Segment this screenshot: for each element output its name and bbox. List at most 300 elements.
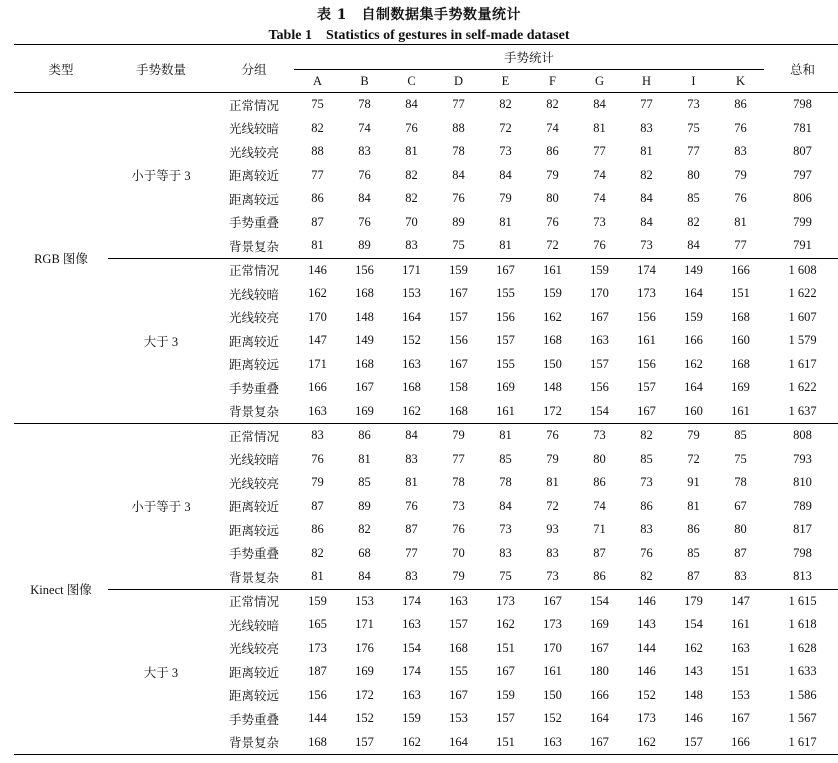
header-gesture-i: I <box>670 70 717 93</box>
cell-value-b: 156 <box>341 258 388 282</box>
group-label: 光线较亮 <box>228 642 279 657</box>
cell-value-d: 78 <box>452 144 465 159</box>
cell-value-g: 156 <box>590 380 609 395</box>
cell-value-d: 79 <box>452 569 465 584</box>
cell-value-d: 163 <box>435 589 482 613</box>
cell-total: 1 579 <box>788 333 817 348</box>
cell-value-c: 83 <box>405 451 418 466</box>
cell-value-c: 81 <box>405 475 418 490</box>
cell-value-c: 174 <box>388 589 435 613</box>
cell-value-a: 159 <box>294 589 341 613</box>
cell-value-i: 146 <box>684 711 703 726</box>
cell-value-e: 167 <box>496 664 515 679</box>
cell-value-c: 81 <box>405 144 418 159</box>
cell-value-d: 168 <box>449 403 468 418</box>
cell-value-f: 159 <box>543 286 562 301</box>
cell-value-e: 161 <box>496 403 515 418</box>
cell-value-b: 171 <box>355 617 374 632</box>
cell-total: 813 <box>793 569 812 584</box>
cell-value-f: 83 <box>546 545 559 560</box>
cell-value-k: 76 <box>734 191 747 206</box>
cell-value-a: 171 <box>308 356 327 371</box>
cell-value-b: 168 <box>355 286 374 301</box>
cell-value-e: 159 <box>496 687 515 702</box>
cell-value-h: 156 <box>637 309 656 324</box>
cell-value-d: 76 <box>452 191 465 206</box>
cell-value-h: 83 <box>640 522 653 537</box>
cell-value-d: 78 <box>452 475 465 490</box>
cell-value-e: 157 <box>496 333 515 348</box>
cell-value-b: 68 <box>358 545 371 560</box>
cell-value-f: 172 <box>543 403 562 418</box>
cell-value-k: 151 <box>731 664 750 679</box>
cell-value-h: 146 <box>623 589 670 613</box>
cell-value-f: 76 <box>529 424 576 448</box>
cell-value-a: 77 <box>311 167 324 182</box>
cell-value-c: 168 <box>402 380 421 395</box>
cell-value-f: 170 <box>543 640 562 655</box>
cell-value-f: 72 <box>546 238 559 253</box>
cell-total: 1 607 <box>788 309 817 324</box>
cell-value-k: 168 <box>731 356 750 371</box>
header-gesture-a: A <box>294 70 341 93</box>
cell-value-c: 174 <box>402 664 421 679</box>
cell-value-c: 163 <box>402 617 421 632</box>
cell-value-h: 82 <box>640 167 653 182</box>
group-label: 光线较暗 <box>228 618 279 633</box>
group-label: 背景复杂 <box>228 405 279 420</box>
cell-value-c: 171 <box>388 258 435 282</box>
cell-value-b: 86 <box>341 424 388 448</box>
type-label: RGB 图像 <box>34 252 88 266</box>
cell-value-e: 167 <box>482 258 529 282</box>
cell-value-e: 79 <box>499 191 512 206</box>
cell-total: 1 633 <box>788 664 817 679</box>
cell-value-h: 157 <box>637 380 656 395</box>
cell-value-h: 173 <box>637 286 656 301</box>
cell-value-h: 82 <box>623 424 670 448</box>
cell-value-d: 79 <box>435 424 482 448</box>
group-label: 手势重叠 <box>228 712 279 727</box>
cell-value-k: 153 <box>731 687 750 702</box>
group-label: 距离较近 <box>228 665 279 680</box>
cell-value-i: 160 <box>684 403 703 418</box>
cell-value-f: 161 <box>543 664 562 679</box>
cell-value-i: 148 <box>684 687 703 702</box>
table-row <box>14 589 838 613</box>
cell-value-b: 172 <box>355 687 374 702</box>
cell-value-d: 153 <box>449 711 468 726</box>
cell-total: 807 <box>793 144 812 159</box>
cell-value-g: 159 <box>576 258 623 282</box>
cell-value-b: 176 <box>355 640 374 655</box>
header-gesture-d: D <box>435 70 482 93</box>
group-label: 背景复杂 <box>228 570 279 585</box>
cell-value-i: 85 <box>687 545 700 560</box>
cell-value-g: 164 <box>590 711 609 726</box>
cell-total: 791 <box>793 238 812 253</box>
cell-value-i: 82 <box>687 214 700 229</box>
cell-value-a: 173 <box>308 640 327 655</box>
cell-value-i: 164 <box>684 380 703 395</box>
group-label: 光线较暗 <box>228 287 279 302</box>
cell-value-a: 168 <box>294 731 341 755</box>
cell-value-k: 79 <box>734 167 747 182</box>
cell-value-g: 74 <box>593 167 606 182</box>
cell-total: 1 608 <box>764 258 838 282</box>
cell-total: 1 617 <box>764 731 838 755</box>
cell-value-h: 174 <box>623 258 670 282</box>
cell-value-a: 82 <box>311 545 324 560</box>
cell-value-i: 77 <box>687 144 700 159</box>
cell-value-a: 79 <box>311 475 324 490</box>
cell-value-h: 86 <box>640 498 653 513</box>
cell-total: 1 622 <box>788 286 817 301</box>
cell-value-a: 146 <box>294 258 341 282</box>
cell-value-b: 149 <box>355 333 374 348</box>
cell-value-c: 83 <box>405 569 418 584</box>
cell-total: 817 <box>793 522 812 537</box>
header-gesture-g: G <box>576 70 623 93</box>
cell-value-i: 91 <box>687 475 700 490</box>
cell-value-c: 87 <box>405 522 418 537</box>
cell-value-g: 74 <box>593 498 606 513</box>
table-row <box>14 93 838 117</box>
cell-value-h: 84 <box>640 214 653 229</box>
cell-value-i: 179 <box>670 589 717 613</box>
cell-value-i: 149 <box>670 258 717 282</box>
cell-value-e: 155 <box>496 356 515 371</box>
cell-value-b: 157 <box>341 731 388 755</box>
cell-value-e: 82 <box>499 97 512 112</box>
cell-value-a: 81 <box>311 569 324 584</box>
cell-value-g: 154 <box>590 403 609 418</box>
cell-value-c: 154 <box>402 640 421 655</box>
cell-value-a: 163 <box>308 403 327 418</box>
cell-value-i: 79 <box>670 424 717 448</box>
cell-value-d: 76 <box>452 522 465 537</box>
cell-total: 810 <box>793 475 812 490</box>
cell-value-d: 168 <box>449 640 468 655</box>
cell-value-g: 71 <box>593 522 606 537</box>
cell-value-a: 187 <box>308 664 327 679</box>
cell-value-a: 81 <box>311 238 324 253</box>
cell-value-k: 161 <box>731 403 750 418</box>
cell-value-f: 81 <box>546 475 559 490</box>
cell-value-i: 162 <box>684 356 703 371</box>
cell-value-k: 75 <box>734 451 747 466</box>
group-label: 距离较近 <box>228 334 279 349</box>
cell-value-g: 170 <box>590 286 609 301</box>
cell-total: 1 617 <box>788 356 817 371</box>
cell-value-b: 76 <box>358 214 371 229</box>
cell-value-d: 158 <box>449 380 468 395</box>
cell-value-h: 76 <box>640 545 653 560</box>
cell-value-e: 173 <box>482 589 529 613</box>
cell-value-k: 83 <box>734 144 747 159</box>
cell-value-b: 169 <box>355 664 374 679</box>
cell-value-g: 167 <box>590 640 609 655</box>
cell-value-b: 89 <box>358 498 371 513</box>
cell-value-b: 148 <box>355 309 374 324</box>
cell-value-c: 83 <box>405 238 418 253</box>
cell-value-i: 80 <box>687 167 700 182</box>
cell-value-d: 77 <box>452 97 465 112</box>
cell-value-a: 86 <box>311 191 324 206</box>
cell-value-e: 72 <box>499 120 512 135</box>
cell-value-f: 173 <box>543 617 562 632</box>
cell-value-d: 156 <box>449 333 468 348</box>
cell-total: 789 <box>793 498 812 513</box>
cell-value-h: 167 <box>637 403 656 418</box>
cell-value-a: 87 <box>311 214 324 229</box>
header-gesture-h: H <box>623 70 670 93</box>
cell-value-h: 77 <box>640 97 653 112</box>
cell-value-h: 162 <box>623 731 670 755</box>
cell-value-g: 76 <box>593 238 606 253</box>
cell-value-k: 78 <box>734 475 747 490</box>
cell-value-d: 88 <box>452 120 465 135</box>
cell-value-k: 166 <box>717 731 764 755</box>
cell-value-f: 161 <box>529 258 576 282</box>
cell-value-f: 73 <box>546 569 559 584</box>
cell-total: 798 <box>793 97 812 112</box>
cell-value-k: 166 <box>717 258 764 282</box>
cell-value-g: 166 <box>590 687 609 702</box>
cell-value-g: 154 <box>576 589 623 613</box>
header-count: 手势数量 <box>108 45 214 93</box>
cell-value-e: 156 <box>496 309 515 324</box>
cell-value-k: 169 <box>731 380 750 395</box>
cell-value-i: 81 <box>687 498 700 513</box>
group-label: 光线较暗 <box>228 122 279 137</box>
group-label: 距离较远 <box>228 689 279 704</box>
cell-value-d: 73 <box>452 498 465 513</box>
group-label: 光线较亮 <box>228 311 279 326</box>
cell-value-c: 76 <box>405 498 418 513</box>
header-gesture-stats: 手势统计 <box>294 45 764 70</box>
cell-value-g: 84 <box>593 97 606 112</box>
cell-value-h: 144 <box>637 640 656 655</box>
cell-total: 1 628 <box>788 640 817 655</box>
cell-value-b: 81 <box>358 451 371 466</box>
cell-total: 1 567 <box>788 711 817 726</box>
cell-value-f: 74 <box>546 120 559 135</box>
cell-value-c: 163 <box>402 687 421 702</box>
cell-value-f: 79 <box>546 451 559 466</box>
group-label: 手势重叠 <box>228 216 279 231</box>
cell-value-g: 180 <box>590 664 609 679</box>
cell-value-d: 167 <box>449 356 468 371</box>
cell-value-h: 161 <box>637 333 656 348</box>
header-group: 分组 <box>214 45 294 93</box>
cell-value-f: 162 <box>543 309 562 324</box>
group-label: 正常情况 <box>214 424 294 448</box>
cell-value-a: 147 <box>308 333 327 348</box>
cell-value-d: 157 <box>449 309 468 324</box>
cell-value-c: 76 <box>405 120 418 135</box>
cell-value-b: 82 <box>358 522 371 537</box>
cell-value-g: 157 <box>590 356 609 371</box>
cell-value-g: 74 <box>593 191 606 206</box>
cell-value-f: 152 <box>543 711 562 726</box>
cell-value-i: 157 <box>670 731 717 755</box>
cell-value-h: 156 <box>637 356 656 371</box>
cell-value-e: 75 <box>499 569 512 584</box>
cell-value-h: 73 <box>640 238 653 253</box>
cell-value-e: 83 <box>499 545 512 560</box>
cell-value-f: 72 <box>546 498 559 513</box>
group-label: 背景复杂 <box>228 239 279 254</box>
cell-value-a: 165 <box>308 617 327 632</box>
cell-value-a: 162 <box>308 286 327 301</box>
cell-value-h: 143 <box>637 617 656 632</box>
cell-value-h: 84 <box>640 191 653 206</box>
cell-value-e: 155 <box>496 286 515 301</box>
cell-value-e: 151 <box>496 640 515 655</box>
cell-value-k: 83 <box>734 569 747 584</box>
group-label: 手势重叠 <box>228 381 279 396</box>
cell-value-k: 161 <box>731 617 750 632</box>
table-row <box>14 258 838 282</box>
cell-value-c: 152 <box>402 333 421 348</box>
cell-value-k: 85 <box>717 424 764 448</box>
cell-value-e: 169 <box>496 380 515 395</box>
cell-value-c: 82 <box>405 167 418 182</box>
cell-total: 1 622 <box>788 380 817 395</box>
cell-value-a: 144 <box>308 711 327 726</box>
count-label: 小于等于 3 <box>108 424 214 590</box>
cell-total: 793 <box>793 451 812 466</box>
cell-value-a: 76 <box>311 451 324 466</box>
cell-value-f: 76 <box>546 214 559 229</box>
cell-value-a: 75 <box>311 97 324 112</box>
cell-value-k: 160 <box>731 333 750 348</box>
cell-value-e: 81 <box>499 214 512 229</box>
cell-value-d: 155 <box>449 664 468 679</box>
table-caption-en: Table 1 Statistics of gestures in self-made dataset <box>268 28 570 43</box>
cell-value-h: 82 <box>640 569 653 584</box>
cell-value-c: 84 <box>405 97 418 112</box>
group-label: 距离较远 <box>228 358 279 373</box>
count-label: 大于 3 <box>108 589 214 755</box>
cell-value-b: 169 <box>355 403 374 418</box>
cell-value-g: 77 <box>593 144 606 159</box>
table-row <box>14 424 838 448</box>
type-label: Kinect 图像 <box>14 424 108 755</box>
cell-value-i: 154 <box>684 617 703 632</box>
group-label: 背景复杂 <box>214 731 294 755</box>
cell-value-k: 163 <box>731 640 750 655</box>
group-label: 距离较近 <box>228 169 279 184</box>
cell-total: 798 <box>793 545 812 560</box>
cell-value-a: 88 <box>311 144 324 159</box>
cell-total: 797 <box>793 167 812 182</box>
cell-value-g: 86 <box>593 475 606 490</box>
cell-value-c: 77 <box>405 545 418 560</box>
header-gesture-e: E <box>482 70 529 93</box>
cell-value-d: 167 <box>449 687 468 702</box>
cell-value-g: 167 <box>576 731 623 755</box>
header-gesture-f: F <box>529 70 576 93</box>
cell-value-h: 83 <box>640 120 653 135</box>
cell-value-k: 67 <box>734 498 747 513</box>
cell-value-f: 93 <box>546 522 559 537</box>
cell-value-h: 173 <box>637 711 656 726</box>
cell-value-g: 81 <box>593 120 606 135</box>
cell-value-k: 168 <box>731 309 750 324</box>
cell-value-i: 162 <box>684 640 703 655</box>
cell-value-d: 84 <box>452 167 465 182</box>
cell-value-g: 73 <box>593 214 606 229</box>
cell-value-b: 84 <box>358 569 371 584</box>
cell-value-f: 80 <box>546 191 559 206</box>
cell-value-e: 85 <box>499 451 512 466</box>
header-total: 总和 <box>764 45 838 93</box>
cell-value-g: 169 <box>590 617 609 632</box>
cell-value-d: 70 <box>452 545 465 560</box>
cell-value-i: 72 <box>687 451 700 466</box>
cell-value-b: 74 <box>358 120 371 135</box>
group-label: 正常情况 <box>214 258 294 282</box>
cell-value-i: 85 <box>687 191 700 206</box>
cell-value-a: 87 <box>311 498 324 513</box>
cell-value-d: 159 <box>435 258 482 282</box>
cell-value-b: 152 <box>355 711 374 726</box>
cell-value-i: 86 <box>687 522 700 537</box>
cell-value-e: 84 <box>499 498 512 513</box>
cell-value-f: 86 <box>546 144 559 159</box>
cell-value-b: 153 <box>341 589 388 613</box>
cell-value-g: 86 <box>593 569 606 584</box>
header-gesture-b: B <box>341 70 388 93</box>
cell-value-c: 162 <box>388 731 435 755</box>
cell-value-a: 82 <box>311 120 324 135</box>
cell-total: 799 <box>793 214 812 229</box>
cell-value-i: 159 <box>684 309 703 324</box>
cell-value-f: 168 <box>543 333 562 348</box>
cell-value-i: 75 <box>687 120 700 135</box>
header-type: 类型 <box>14 45 108 93</box>
group-label: 光线较暗 <box>228 453 279 468</box>
group-label: 距离较远 <box>228 192 279 207</box>
cell-value-f: 163 <box>529 731 576 755</box>
group-label: 正常情况 <box>228 98 279 113</box>
group-label: 光线较亮 <box>228 145 279 160</box>
cell-total: 1 637 <box>788 403 817 418</box>
cell-value-a: 170 <box>308 309 327 324</box>
cell-total: 1 615 <box>764 589 838 613</box>
cell-value-e: 81 <box>499 238 512 253</box>
cell-value-d: 157 <box>449 617 468 632</box>
cell-value-k: 76 <box>734 120 747 135</box>
cell-value-h: 146 <box>637 664 656 679</box>
cell-value-a: 86 <box>311 522 324 537</box>
cell-value-f: 82 <box>546 97 559 112</box>
cell-value-i: 164 <box>684 286 703 301</box>
cell-value-b: 168 <box>355 356 374 371</box>
cell-value-i: 143 <box>684 664 703 679</box>
cell-value-b: 76 <box>358 167 371 182</box>
cell-value-c: 82 <box>405 191 418 206</box>
cell-value-d: 164 <box>435 731 482 755</box>
cell-value-c: 162 <box>402 403 421 418</box>
cell-value-i: 166 <box>684 333 703 348</box>
cell-value-g: 167 <box>590 309 609 324</box>
cell-value-i: 87 <box>687 569 700 584</box>
cell-value-k: 167 <box>731 711 750 726</box>
cell-value-c: 84 <box>388 424 435 448</box>
